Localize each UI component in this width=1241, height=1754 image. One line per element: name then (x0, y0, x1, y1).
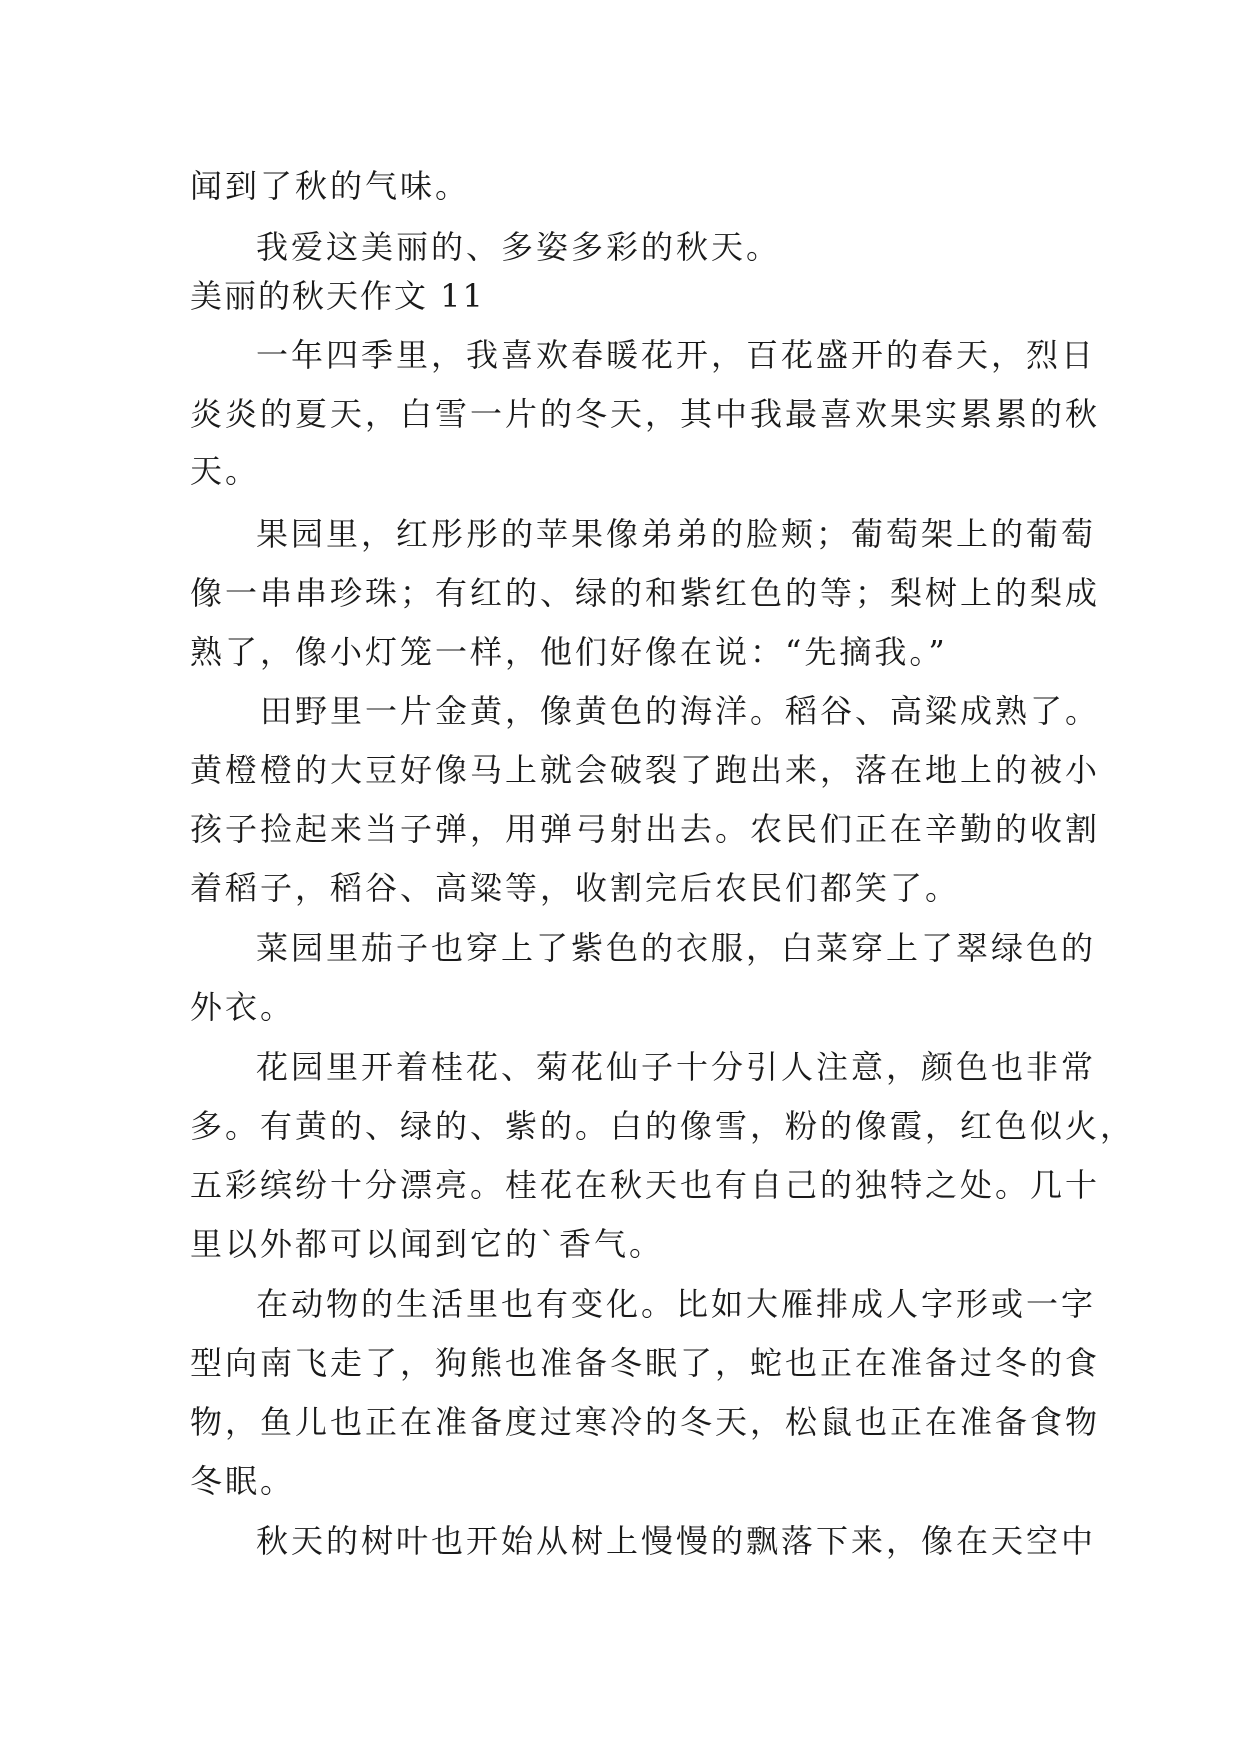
paragraph-line: 菜园里茄子也穿上了紫色的衣服，白菜穿上了翠绿色的 (256, 929, 1097, 967)
paragraph-line: 型向南飞走了，狗熊也准备冬眠了，蛇也正在准备过冬的食 (190, 1344, 1101, 1382)
paragraph-line: 像一串串珍珠；有红的、绿的和紫红色的等；梨树上的梨成 (190, 574, 1101, 612)
section-heading: 美丽的秋天作文 11 (190, 277, 485, 315)
paragraph-line: 五彩缤纷十分漂亮。桂花在秋天也有自己的独特之处。几十 (190, 1166, 1101, 1204)
paragraph-line: 田野里一片金黄，像黄色的海洋。稻谷、高粱成熟了。 (260, 692, 1101, 730)
paragraph-line: 熟了，像小灯笼一样，他们好像在说：“先摘我。” (190, 633, 948, 671)
paragraph-line: 在动物的生活里也有变化。比如大雁排成人字形或一字 (256, 1285, 1097, 1323)
paragraph-line: 闻到了秋的气味。 (190, 167, 471, 205)
paragraph-line: 天。 (190, 452, 261, 490)
paragraph-line: 一年四季里，我喜欢春暖花开，百花盛开的春天，烈日 (256, 336, 1097, 374)
paragraph-line: 我爱这美丽的、多姿多彩的秋天。 (256, 228, 782, 266)
paragraph-line: 多。有黄的、绿的、紫的。白的像雪，粉的像霞，红色似火， (190, 1107, 1136, 1145)
paragraph-line: 果园里，红彤彤的苹果像弟弟的脸颊；葡萄架上的葡萄 (256, 515, 1097, 553)
paragraph-line: 里以外都可以闻到它的`香气。 (190, 1225, 665, 1263)
paragraph-line: 冬眠。 (190, 1462, 296, 1500)
paragraph-line: 物，鱼儿也正在准备度过寒冷的冬天，松鼠也正在准备食物 (190, 1403, 1101, 1441)
paragraph-line: 黄橙橙的大豆好像马上就会破裂了跑出来，落在地上的被小 (190, 751, 1101, 789)
paragraph-line: 花园里开着桂花、菊花仙子十分引人注意，颜色也非常 (256, 1048, 1097, 1086)
paragraph-line: 着稻子，稻谷、高粱等，收割完后农民们都笑了。 (190, 869, 961, 907)
paragraph-line: 炎炎的夏天，白雪一片的冬天，其中我最喜欢果实累累的秋 (190, 395, 1101, 433)
paragraph-line: 孩子捡起来当子弹，用弹弓射出去。农民们正在辛勤的收割 (190, 810, 1101, 848)
paragraph-line: 秋天的树叶也开始从树上慢慢的飘落下来，像在天空中 (256, 1522, 1097, 1560)
paragraph-line: 外衣。 (190, 988, 296, 1026)
